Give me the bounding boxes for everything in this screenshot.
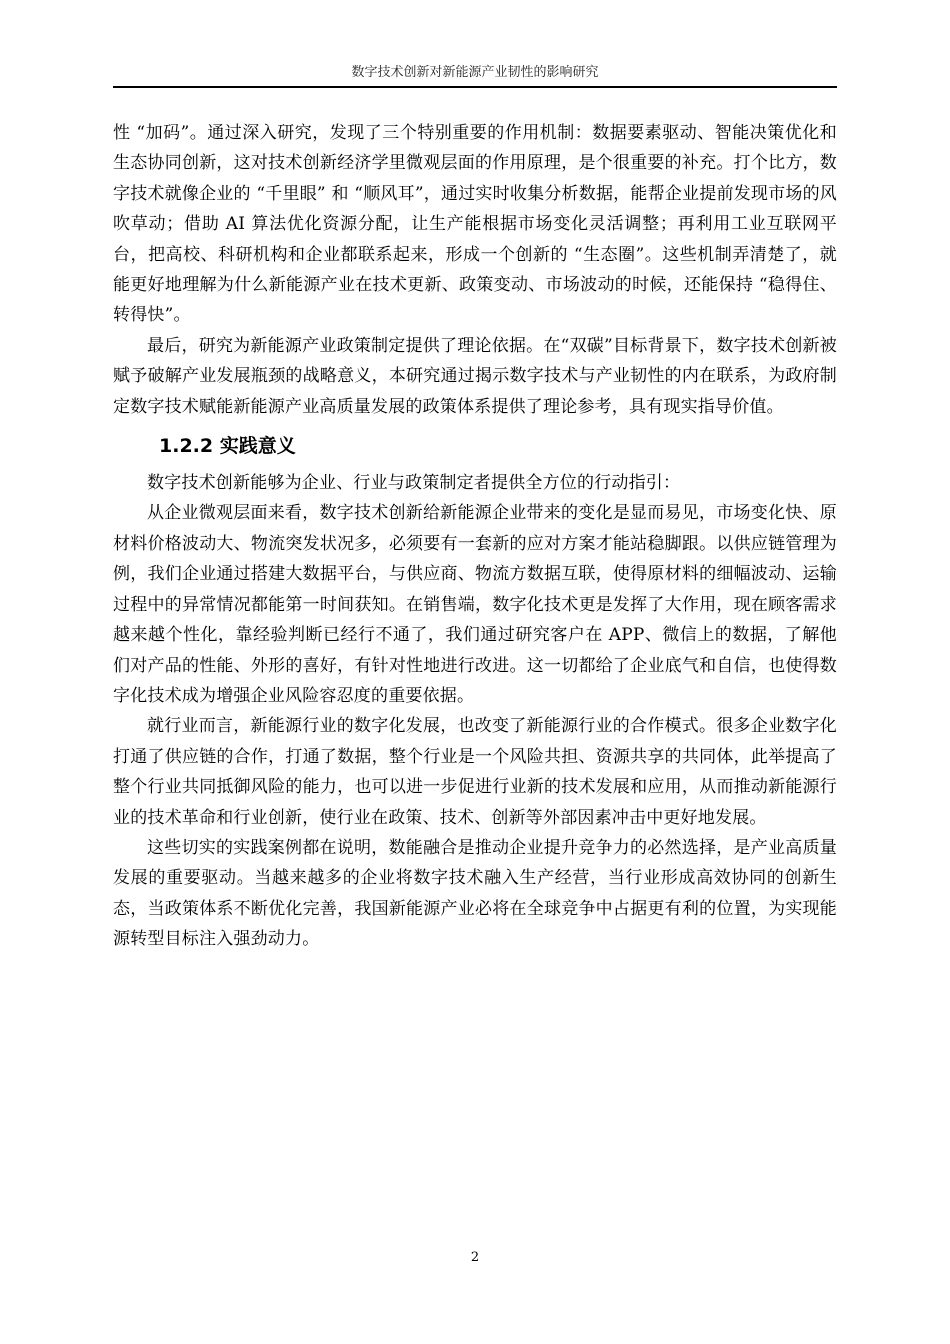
paragraph-continued: 性 “加码”。通过深入研究，发现了三个特别重要的作用机制：数据要素驱动、智能决策优化和生态协同创新，这对技术创新经济学里微观层面的作用原理，是个很重要的补充。打个比方，数字技术就像企业的 “千里眼” 和 “顺风耳”，通过实时收集分析数据，能帮企业提前发现市场的风吹草动；借助 AI 算法优化资源分配，让生产能根据市场变化灵活调整；再利用工业互联网平台，把高校、科研机构和企业都联系起来，形成一个创新的 “生态圈”。这些机制弄清楚了，就能更好地理解为什么新能源产业在技术更新、政策变动、市场波动的时候，还能保持 “稳得住、转得快”。 <box>113 123 837 326</box>
paragraph-industry-level: 就行业而言，新能源行业的数字化发展，也改变了新能源行业的合作模式。很多企业数字化打通了供应链的合作，打通了数据，整个行业是一个风险共担、资源共享的共同体，此举提高了整个行业共同抵御风险的能力，也可以进一步促进行业新的技术发展和应用，从而推动新能源行业的技术革命和行业创新，使行业在政策、技术、创新等外部因素冲击中更好地发展。 <box>113 716 837 828</box>
paragraph-policy-basis: 最后，研究为新能源产业政策制定提供了理论依据。在“双碳”目标背景下，数字技术创新被赋予破解产业发展瓶颈的战略意义，本研究通过揭示数字技术与产业韧性的内在联系，为政府制定数字技术赋能新能源产业高质量发展的政策体系提供了理论参考，具有现实指导价值。 <box>113 335 837 417</box>
section-heading: 1.2.2 实践意义 <box>159 435 296 458</box>
header-rule <box>113 86 837 88</box>
paragraph-conclusion: 这些切实的实践案例都在说明，数能融合是推动企业提升竞争力的必然选择，是产业高质量发展的重要驱动。当越来越多的企业将数字技术融入生产经营，当行业形成高效协同的创新生态，当政策体系不断优化完善，我国新能源产业必将在全球竞争中占据更有利的位置，为实现能源转型目标注入强劲动力。 <box>113 837 837 950</box>
paragraph-intro: 数字技术创新能够为企业、行业与政策制定者提供全方位的行动指引： <box>147 473 681 494</box>
running-header: 数字技术创新对新能源产业韧性的影响研究 <box>351 65 599 80</box>
page-number: 2 <box>470 1250 480 1265</box>
paragraph-enterprise-level: 从企业微观层面来看，数字技术创新给新能源企业带来的变化是显而易见，市场变化快、原材料价格波动大、物流突发状况多，必须要有一套新的应对方案才能站稳脚跟。以供应链管理为例，我们企业通过搭建大数据平台，与供应商、物流方数据互联，使得原材料的细幅波动、运输过程中的异常情况都能第一时间获知。在销售端，数字化技术更是发挥了大作用，现在顾客需求越来越个性化，靠经验判断已经行不通了，我们通过研究客户在 APP、微信上的数据，了解他们对产品的性能、外形的喜好，有针对性地进行改进。这一切都给了企业底气和自信，也使得数字化技术成为增强企业风险容忍度的重要依据。 <box>113 503 837 706</box>
page-body <box>113 118 837 955</box>
